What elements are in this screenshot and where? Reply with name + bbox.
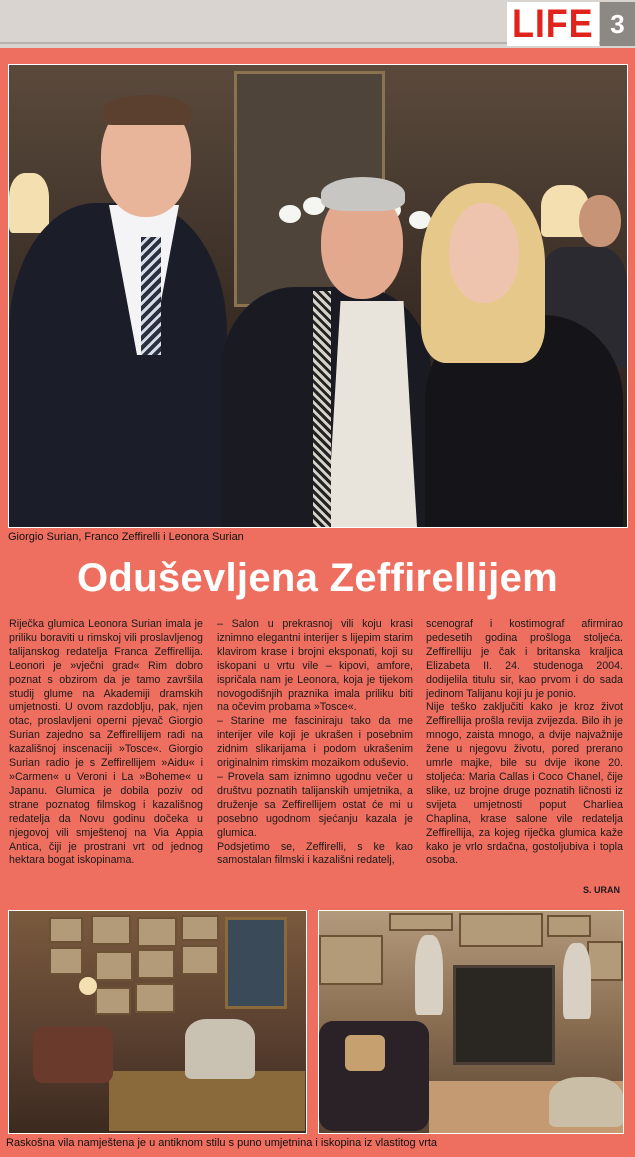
main-photo-caption: Giorgio Surian, Franco Zeffirelli i Leonora Surian [8,531,244,543]
man-left-hair [103,95,191,125]
salon-photo-left [8,910,307,1134]
page-number: 3 [600,2,635,46]
carved-table [109,1071,305,1131]
armchair-light [549,1077,623,1127]
lamp-left [9,173,49,233]
paragraph: scenograf i kostimograf afirmirao pedesetih godina prošloga stoljeća. Zeffirelliju je čak i britanska kraljica Elizabeta II. 24. studenoga 2004. dodijelila titulu sir, kao prvom i do sada jedinom Talijanu koji ju je ponio. [426,618,623,700]
paragraph: Nije teško zaključiti kako je kroz život Zeffirellija prošla revija zvijezda. Bilo ih je mnogo, zaista mnogo, a dvije najvažnije žene u njegovu životu, pored prerano umrle majke, bile su dvije ikone 20. stoljeća: Maria Callas i Coco Chanel, čije slike, uz brojne druge poznatih ličnosti iz svijeta umjetnosti poput Charliea Chaplina, krase salone vile redatelja Zeffirellija, za kojeg riječka glumica kaže kako je vrlo srdačna, gostoljubiva i topla osoba. [426,701,623,867]
lamp [79,977,97,995]
section-title: LIFE [512,2,594,46]
fireplace [453,965,555,1065]
armchair [33,1027,113,1083]
statue-right [563,943,591,1019]
leopard-scarf [313,291,331,527]
article-headline: Oduševljena Zeffirellijem [77,556,558,600]
statue [185,1019,255,1079]
paragraph: – Salon u prekrasnoj vili koju krasi iznimno elegantni interijer s lijepim starim klavirom krase i brojni eksponati, koji su iskopani u vrtu vile – kipovi, amfore, ispričala nam je Leonora, koja je tijekom novogodišnjih praznika imala priliku biti na očevim probama »Tosce«. [217,618,413,714]
cushion [345,1035,385,1071]
paragraph: Podsjetimo se, Zeffirelli, s ke kao samostalan filmski i kazališni redatelj, [217,840,413,867]
paragraph: Riječka glumica Leonora Surian imala je priliku boraviti u rimskoj vili proslavljenog talijanskog redatelja Franca Zeffirellija. Leonori je »vječni grad« Rim dobro poznat s obzirom da je tamo završila studij glume na Akademiji dramskih umjetnosti. U ovom razdoblju, pak, njen otac, proslavljeni operni pjevač Giorgio Surian zajedno sa Zeffirellijem radi na kazališnoj inscenaciji »Tosce«. Giorgio Surian radio je s Zeffirellijem »Aidu« i »Carmen« u Veroni i La »Boheme« u Japanu. Glumica je dobila poziv od strane poznatog filmskog i kazališnog redatelja da Novu godinu dočeka u njegovoj vili smještenoj na Via Appia Antica, čiji je prostrani vrt od jednog hektara bogat iskopinama. [9,618,203,867]
article-column-3 [426,618,623,868]
striped-tie [141,237,161,355]
article-column-2 [217,618,413,868]
background-guest-face [579,195,621,247]
byline: S. URAN [583,885,621,895]
salon-photo-right [318,910,624,1134]
man-center-hair [321,177,405,211]
bottom-photo-caption: Raskošna vila namještena je u antiknom stilu s puno umjetnina i iskopina iz vlastitog vrta [6,1137,438,1149]
paragraph: – Starine me fasciniraju tako da me interijer vile koji je ukrašen i posebnim zidnim slikarijama i podom ukrašenim originalnim rimskim mozaikom oduševio. [217,715,413,770]
statue-left [415,935,443,1015]
mirror [225,917,287,1009]
article-column-1 [9,618,203,868]
white-scarf [327,301,417,527]
woman-face [449,203,519,303]
paragraph: – Provela sam iznimno ugodnu večer u društvu poznatih talijanskih umjetnika, a druženje sa Zeffirellijem ostat će mi u posebno ugodnom sjećanju kazala je glumica. [217,770,413,839]
main-photo [8,64,628,528]
